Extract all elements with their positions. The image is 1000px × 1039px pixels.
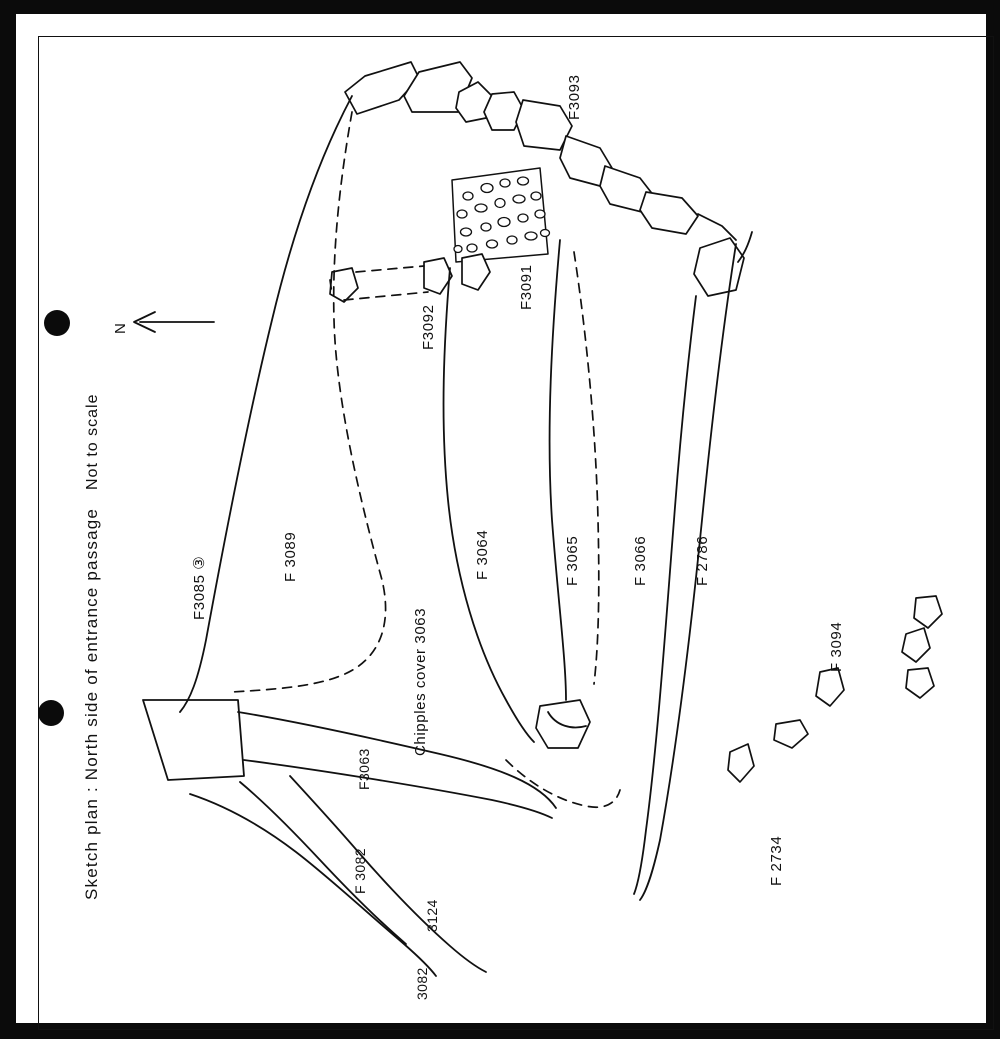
f3082-wavy-lines [190, 776, 486, 976]
label-f3089: F 3089 [282, 531, 299, 582]
label-f3092: F3092 [420, 304, 437, 350]
f3092-stone-row [330, 254, 490, 302]
label-f3094: F 3094 [828, 621, 845, 672]
label-f2734: F 2734 [768, 835, 785, 886]
label-f3093: F3093 [566, 74, 583, 120]
label-f3085: F3085 ③ [191, 555, 208, 620]
label-f3082-feature: F 3082 [352, 848, 368, 894]
label-chipples-cover-3063: Chipples cover 3063 [412, 607, 429, 756]
page-title: Sketch plan : North side of entrance passage [82, 507, 101, 900]
label-f3091: F3091 [518, 264, 535, 310]
label-f3065: F 3065 [564, 535, 581, 586]
label-f2786: F 2786 [694, 535, 711, 586]
f3066-dashed [574, 252, 599, 684]
f3085-passage-outline [143, 96, 556, 818]
north-arrow [134, 312, 214, 332]
f2786-outer-wall [634, 232, 752, 900]
label-f3063: F3063 [356, 748, 372, 790]
north-label: N [112, 322, 129, 334]
label-f3064: F 3064 [474, 529, 491, 580]
scale-note: Not to scale [84, 393, 101, 490]
lower-dashed-arc [506, 760, 620, 807]
label-3124: 3124 [424, 899, 440, 932]
label-3082: 3082 [414, 967, 430, 1000]
label-f3066: F 3066 [632, 535, 649, 586]
f3064-wall [444, 268, 534, 742]
f3065-wall [536, 240, 590, 748]
f3091-pebble-spread [452, 168, 550, 262]
f3089-dashed-limit [232, 112, 386, 692]
